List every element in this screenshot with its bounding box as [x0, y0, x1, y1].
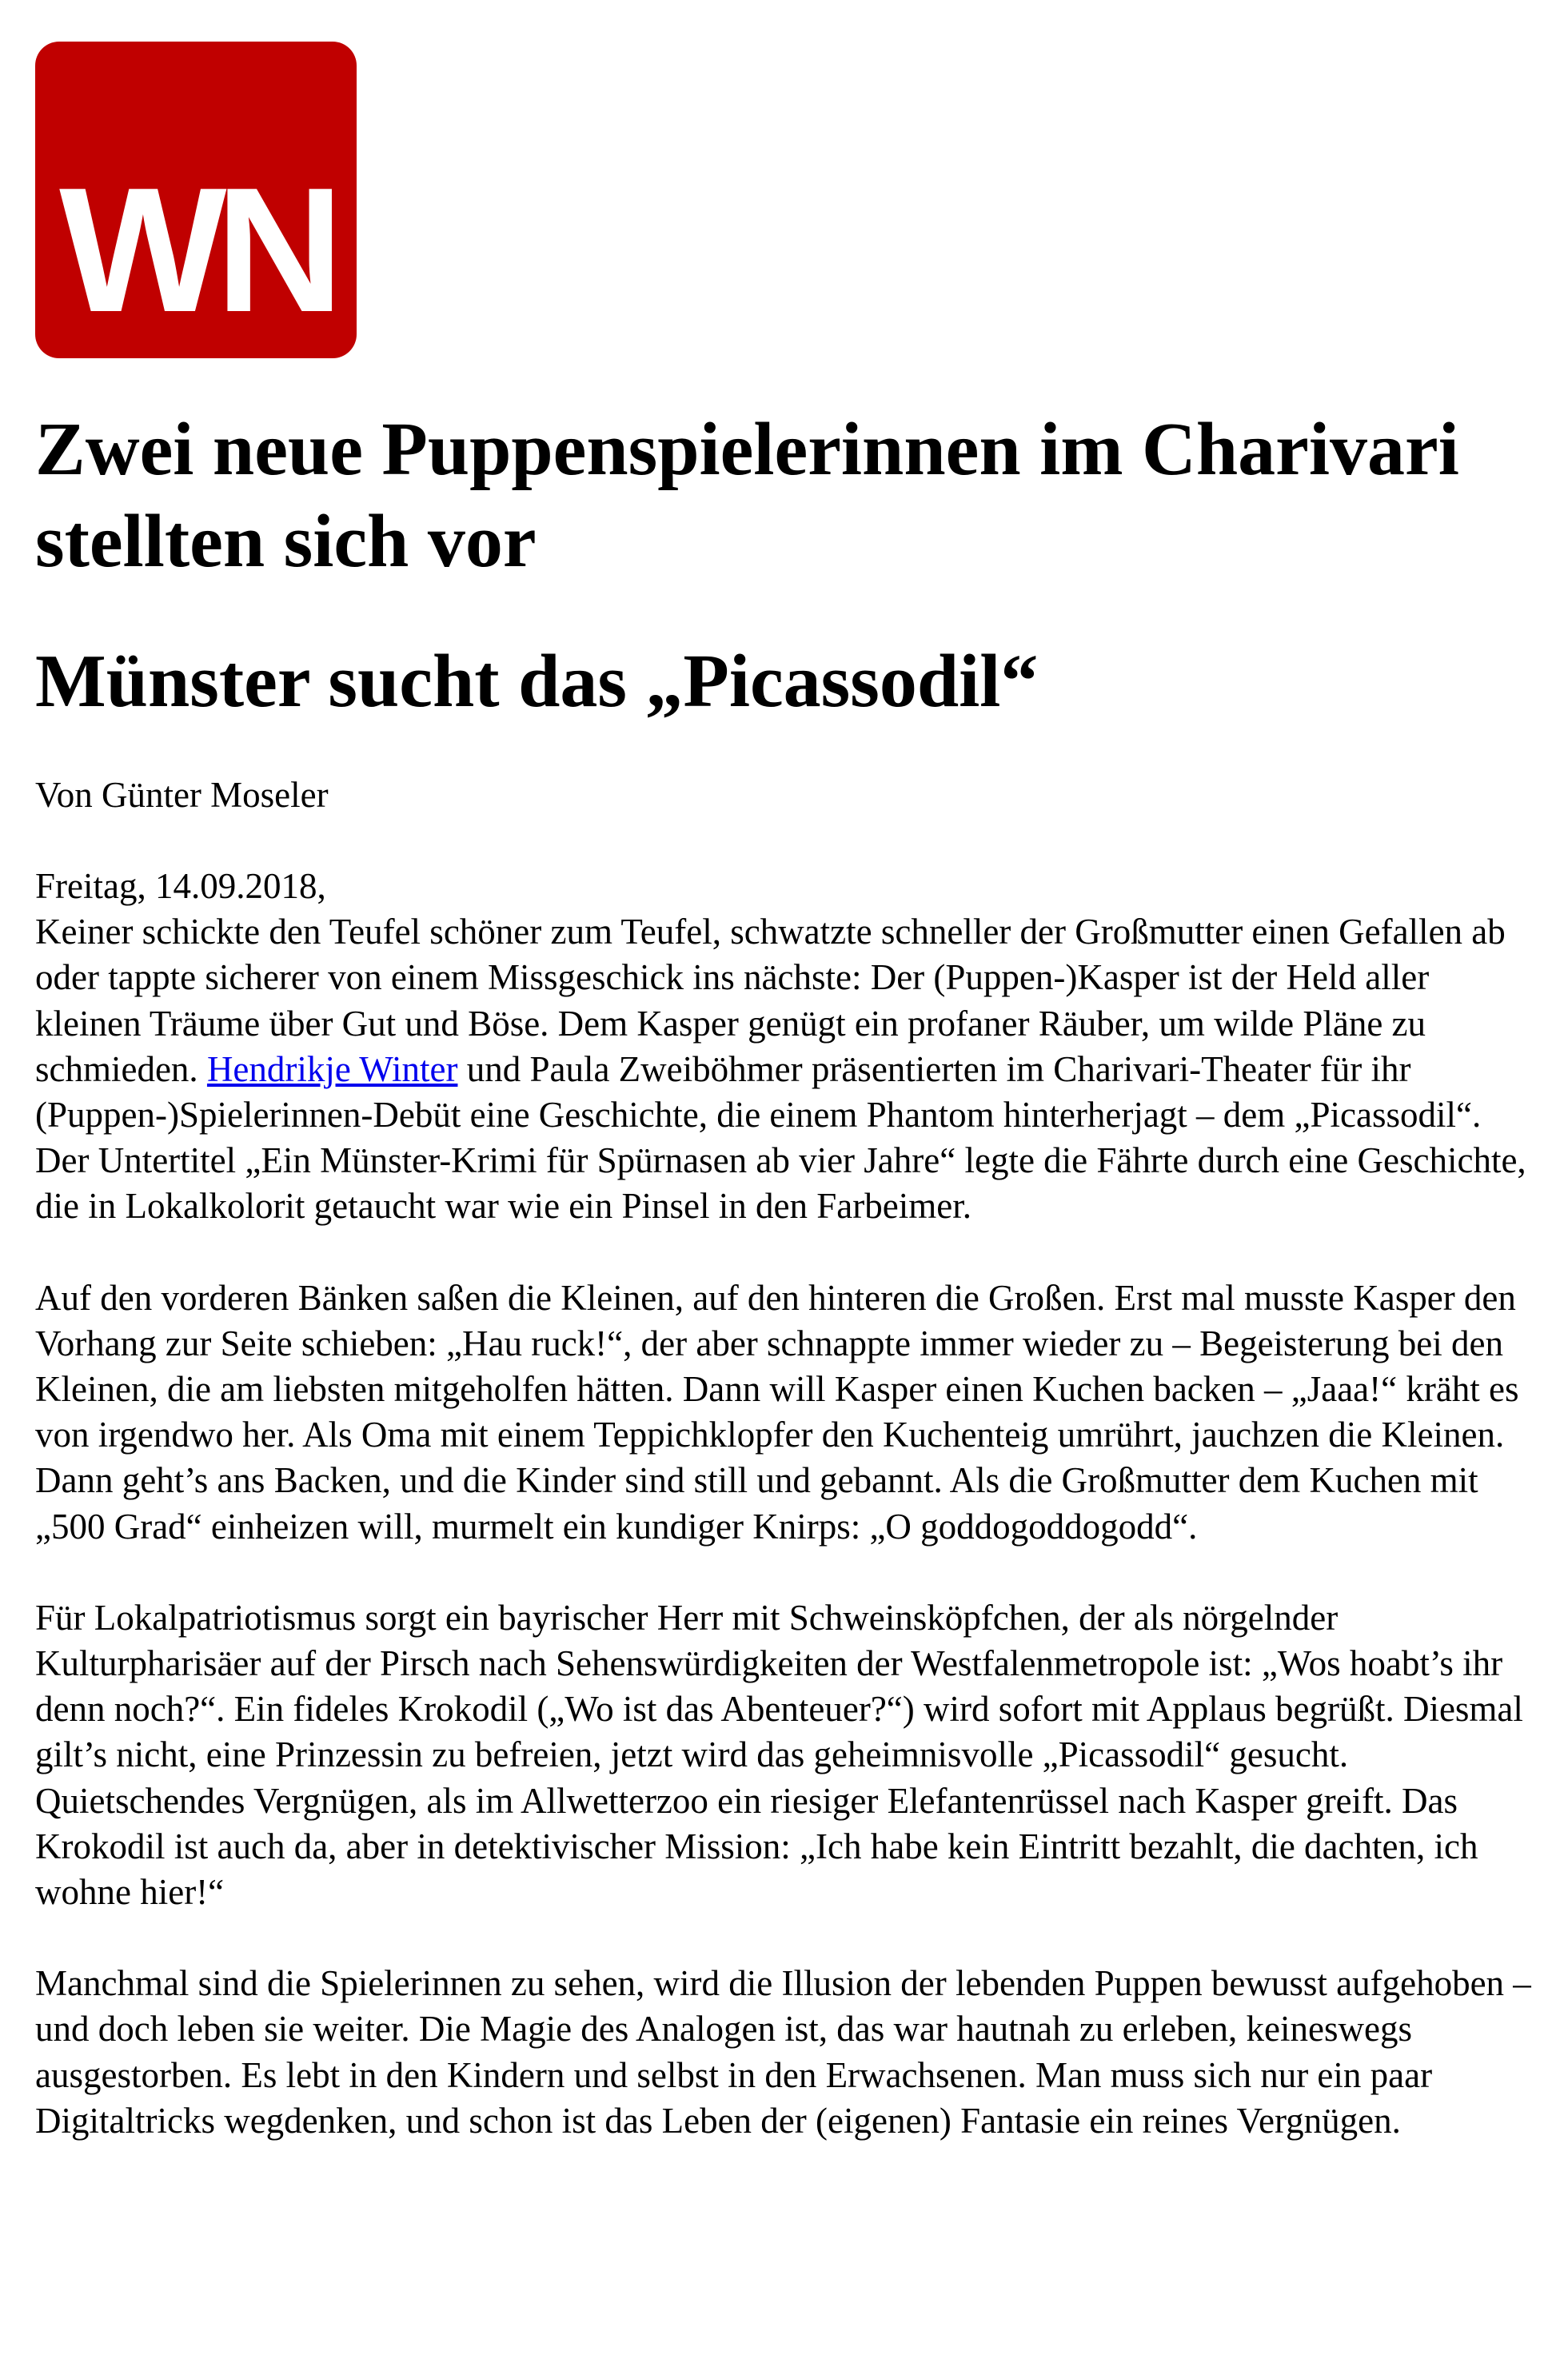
article-headline: Zwei neue Puppenspielerinnen im Charivari stellten sich vor	[35, 408, 1459, 583]
article-body	[35, 864, 1538, 2189]
article-paragraph-1	[35, 909, 1538, 1229]
byline: Von Günter Moseler	[35, 775, 329, 815]
article-paragraph-3: Für Lokalpatriotismus sorgt ein bayrischer Herr mit Schweinsköpfchen, der als nörgelnder Kulturpharisäer auf der Pirsch nach Sehenswürdigkeiten der Westfalenmetropole ist: „Wos hoabt’s ihr denn noch?“. Ein fideles Krokodil („Wo ist das Abenteuer?“) wird sofort mit Applaus begrüßt. Diesmal gilt’s nicht, eine Prinzessin zu befreien, jetzt wird das geheimnisvolle „Picassodil“ gesucht. Quietschendes Vergnügen, als im Allwetterzoo ein riesiger Elefantenrüssel nach Kasper greift. Das Krokodil ist auch da, aber in detektivischer Mission: „Ich habe kein Eintritt bezahlt, die dachten, ich wohne hier!“	[35, 1597, 1523, 1913]
article-subheadline: Münster sucht das „Picassodil“	[35, 640, 1039, 723]
article-date: Freitag, 14.09.2018,	[35, 866, 326, 906]
wn-logo	[35, 42, 357, 358]
paragraph-1-text-a: Keiner schickte den Teufel schöner zum Teufel, schwatzte schneller der Großmutter einen Gefallen ab oder tappte sicherer von einem Missgeschick ins nächste: Der (Puppen-)Kasper ist der Held aller kleinen Träume über Gut und Böse. Dem Kasper genügt ein profaner Räuber, um wilde Pläne zu schmieden.	[35, 912, 1506, 1089]
article-paragraph-4: Manchmal sind die Spielerinnen zu sehen, wird die Illusion der lebenden Puppen bewusst aufgehoben – und doch leben sie weiter. Die Magie des Analogen ist, das war hautnah zu erleben, keineswegs ausgestorben. Es lebt in den Kindern und selbst in den Erwachsenen. Man muss sich nur ein paar Digitaltricks wegdenken, und schon ist das Leben der (eigenen) Fantasie ein reines Vergnügen.	[35, 1963, 1531, 2141]
paragraph-1-text-b: und Paula Zweiböhmer präsentierten im Charivari-Theater für ihr (Puppen-)Spielerinnen-Debüt eine Geschichte, die einem Phantom hinterherjagt – dem „Picassodil“. Der Untertitel „Ein Münster-Krimi für Spürnasen ab vier Jahre“ legte die Fährte durch eine Geschichte, die in Lokalkolorit getaucht war wie ein Pinsel in den Farbeimer.	[35, 1048, 1526, 1227]
person-link-hendrikje-winter[interactable]: Hendrikje Winter	[206, 1048, 458, 1089]
article-paragraph-2: Auf den vorderen Bänken saßen die Kleinen, auf den hinteren die Großen. Erst mal musste Kasper den Vorhang zur Seite schieben: „Hau ruck!“, der aber schnappte immer wieder zu – Begeisterung bei den Kleinen, die am liebsten mitgeholfen hätten. Dann will Kasper einen Kuchen backen – „Jaaa!“ kräht es von irgendwo her. Als Oma mit einem Teppichklopfer den Kuchenteig umrührt, jauchzen die Kleinen. Dann geht’s ans Backen, und die Kinder sind still und gebannt. Als die Großmutter dem Kuchen mit „500 Grad“ einheizen will, murmelt ein kundiger Knirps: „O goddogoddogodd“.	[35, 1277, 1519, 1547]
logo-text: WN	[59, 151, 333, 349]
